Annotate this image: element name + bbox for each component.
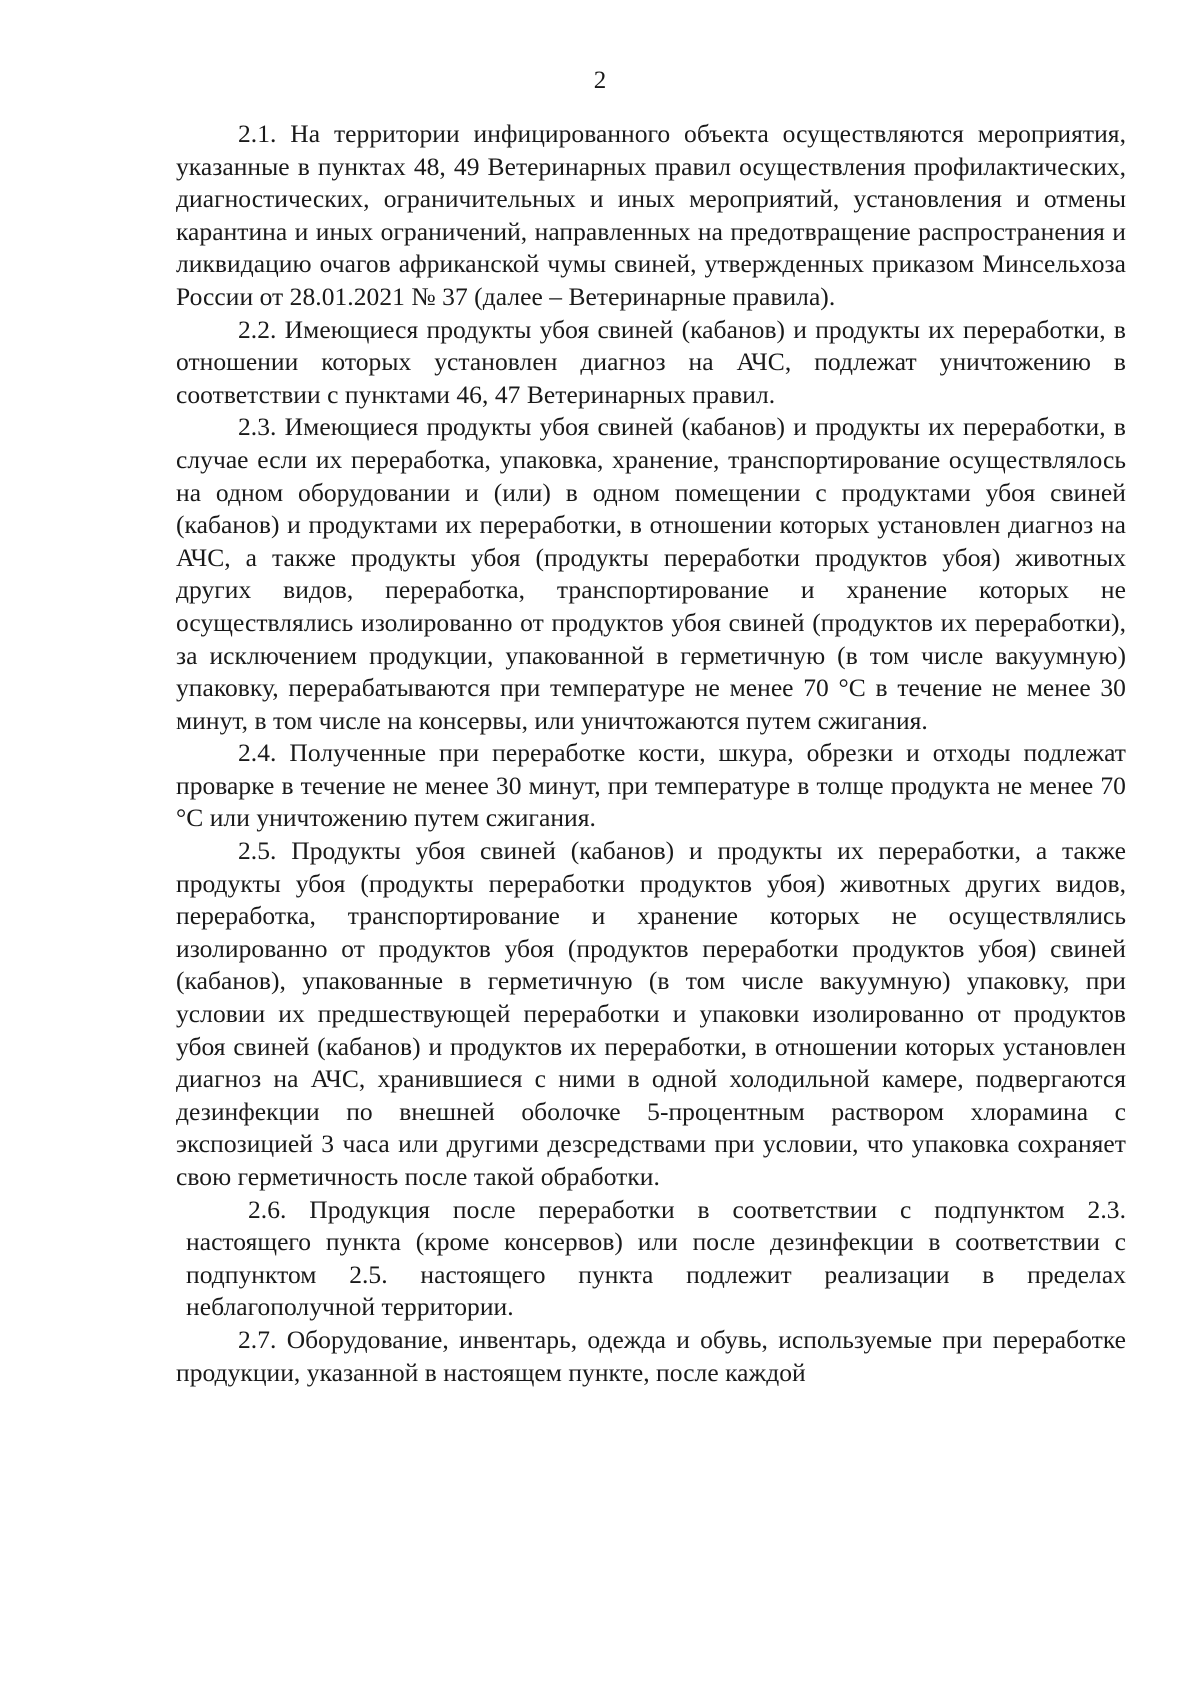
paragraph-2-1: 2.1. На территории инфицированного объекта осуществляются мероприятия, указанные в пунктах 48, 49 Ветеринарных правил осуществления профилактических, диагностических, ограничительных и иных мероприятий, установления и отмены карантина и иных ограничений, направленных на предотвращение распространения и ликвидацию очагов африканской чумы свиней, утвержденных приказом Минсельхоза России от 28.01.2021 № 37 (далее – Ветеринарные правила). <box>176 119 1126 311</box>
paragraph-2-2: 2.2. Имеющиеся продукты убоя свиней (кабанов) и продукты их переработки, в отношении которых установлен диагноз на АЧС, подлежат уничтожению в соответствии с пунктами 46, 47 Ветеринарных правил. <box>176 314 1126 409</box>
paragraph-2-6: 2.6. Продукция после переработки в соответствии с подпунктом 2.3. настоящего пункта (кроме консервов) или после дезинфекции в соответствии с подпунктом 2.5. настоящего пункта подлежит реализации в пределах неблагополучной территории. <box>186 1194 1126 1322</box>
paragraph-2-7: 2.7. Оборудование, инвентарь, одежда и обувь, используемые при переработке продукции, указанной в настоящем пункте, после каждой <box>176 1324 1126 1387</box>
paragraph-2-3: 2.3. Имеющиеся продукты убоя свиней (кабанов) и продукты их переработки, в случае если их переработка, упаковка, хранение, транспортирование осуществлялось на одном оборудовании и (или) в одном помещении с продуктами убоя свиней (кабанов) и продуктами их переработки, в отношении которых установлен диагноз на АЧС, а также продукты убоя (продукты переработки продуктов убоя) животных других видов, переработка, транспортирование и хранение которых не осуществлялись изолированно от продуктов убоя свиней (продуктов их переработки), за исключением продукции, упакованной в герметичную (в том числе вакуумную) упаковку, перерабатываются при температуре не менее 70 °С в течение не менее 30 минут, в том числе на консервы, или уничтожаются путем сжигания. <box>176 412 1126 735</box>
paragraph-2-4: 2.4. Полученные при переработке кости, шкура, обрезки и отходы подлежат проварке в течение не менее 30 минут, при температуре в толще продукта не менее 70 °С или уничтожению путем сжигания. <box>176 738 1126 833</box>
paragraph-2-5: 2.5. Продукты убоя свиней (кабанов) и продукты их переработки, а также продукты убоя (продукты переработки продуктов убоя) животных других видов, переработка, транспортирование и хранение которых не осуществлялись изолированно от продуктов убоя (продуктов переработки продуктов убоя) свиней (кабанов), упакованные в герметичную (в том числе вакуумную) упаковку, при условии их предшествующей переработки и упаковки изолированно от продуктов убоя свиней (кабанов) и продуктов их переработки, в отношении которых установлен диагноз на АЧС, хранившиеся с ними в одной холодильной камере, подвергаются дезинфекции по внешней оболочке 5-процентным раствором хлорамина с экспозицией 3 часа или другими дезсредствами при условии, что упаковка сохраняет свою герметичность после такой обработки. <box>176 836 1126 1191</box>
page-number: 2 <box>593 67 607 94</box>
document-body <box>176 118 1126 1389</box>
